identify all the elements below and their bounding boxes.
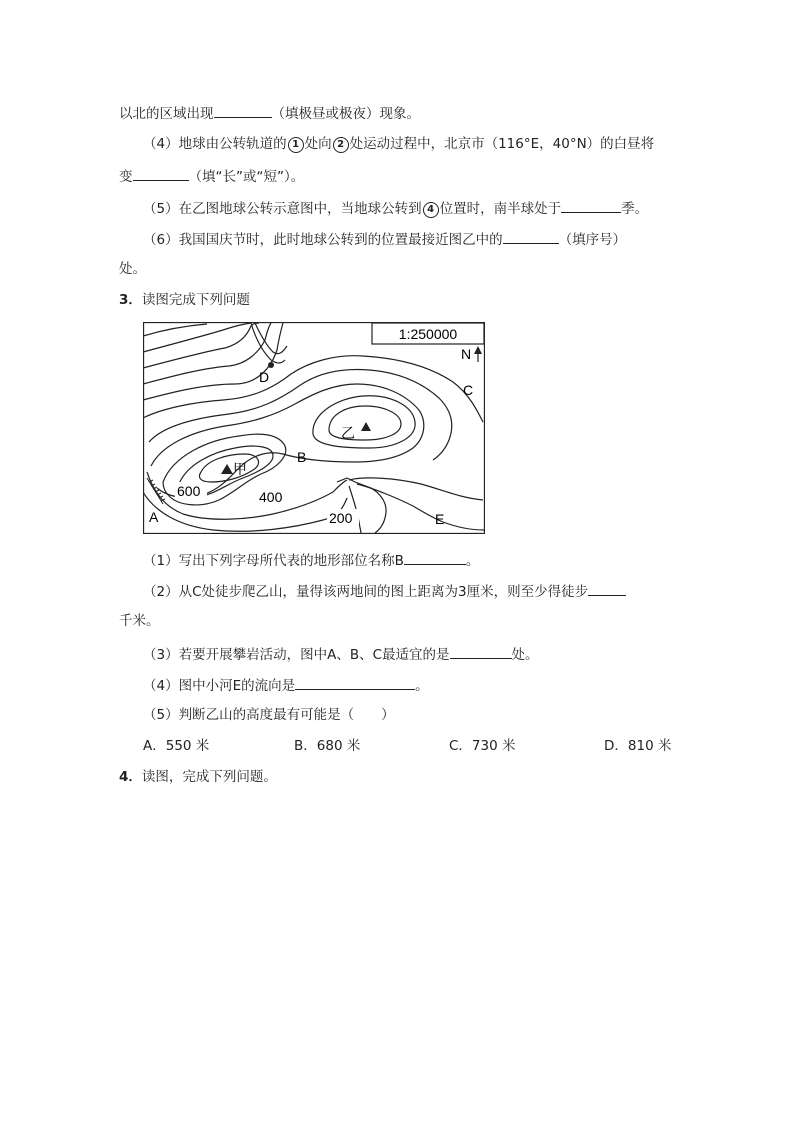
label-b: B [297, 449, 307, 465]
answer-blank[interactable] [214, 103, 272, 118]
option-d[interactable]: D．810 米 [604, 738, 672, 754]
question-title: 读图，完成下列问题。 [141, 769, 277, 785]
q3-item4-end: 。 [415, 678, 429, 694]
q2-line1-hint: （填极昼或极夜）现象。 [271, 106, 420, 122]
map-scale: 1:250000 [398, 326, 458, 342]
q3-item3-text: （3）若要开展攀岩活动，图中A、B、C最适宜的是 [143, 647, 450, 663]
contour-label-400: 400 [259, 489, 283, 505]
q2-item5-text-a: （5）在乙图地球公转示意图中，当地球公转到 [143, 201, 422, 217]
circled-number-1: 1 [288, 137, 304, 153]
label-e: E [435, 511, 445, 527]
answer-blank[interactable] [450, 644, 512, 659]
option-b[interactable]: B．680 米 [294, 738, 361, 754]
q2-item4-cont [119, 166, 304, 186]
q2-item4-text-b: 处向 [304, 136, 332, 152]
point-d-marker [268, 362, 274, 368]
q3-item5 [143, 706, 395, 724]
option-a[interactable]: A．550 米 [143, 738, 210, 754]
q2-item6-text-a: （6）我国国庆节时，此时地球公转到的位置最接近图乙中的 [143, 232, 503, 248]
answer-blank[interactable] [404, 550, 466, 565]
q3-item2 [143, 581, 626, 601]
q2-item6-cont [119, 260, 146, 278]
q3-heading [119, 291, 250, 309]
summit-label-yi: 乙 [341, 426, 355, 442]
q2-item4 [143, 135, 654, 153]
q3-item1 [143, 550, 479, 570]
q3-item2-text: （2）从C处徒步爬乙山，量得该两地间的图上距离为3厘米，则至少得徒步 [143, 584, 589, 600]
q2-item5-text-d: 季。 [621, 201, 649, 217]
q2-item6-text-c: 处。 [119, 261, 146, 277]
q2-item5 [143, 198, 648, 218]
q3-item1-text: （1）写出下列字母所代表的地形部位名称B [143, 553, 404, 569]
q3-item3-end: 处。 [511, 647, 539, 663]
contour-label-600: 600 [177, 483, 201, 499]
q3-item1-end: 。 [465, 553, 480, 569]
q3-item3 [143, 644, 539, 664]
label-c: C [463, 382, 474, 398]
question-number: 3． [119, 292, 142, 308]
q3-item2-unit: 千米。 [119, 613, 160, 629]
question-title: 读图完成下列问题 [141, 292, 250, 308]
q2-item6 [143, 229, 626, 249]
label-d: D [259, 369, 270, 385]
answer-blank[interactable] [503, 229, 559, 244]
q2-item4-text-a: （4）地球由公转轨道的 [143, 136, 287, 152]
q3-item2-cont [119, 612, 160, 630]
contour-label-200: 200 [329, 510, 353, 526]
circled-number-4: 4 [423, 202, 439, 218]
option-c[interactable]: C．730 米 [449, 738, 516, 754]
q2-line1-text: 以北的区域出现 [119, 106, 214, 122]
north-label: N [460, 346, 472, 362]
q2-item5-text-b: 位置时，南半球处于 [439, 201, 562, 217]
q2-line1 [119, 103, 420, 123]
answer-blank[interactable] [561, 198, 621, 213]
contour-map [143, 322, 485, 534]
q2-item4-hint: （填“长”或“短”）。 [188, 169, 305, 185]
q3-item4 [143, 675, 429, 695]
question-number: 4． [119, 769, 142, 785]
q2-item4-text-d: 变 [119, 169, 133, 185]
q4-heading [119, 768, 277, 786]
q3-item5-text: （5）判断乙山的高度最有可能是（ ） [143, 707, 395, 723]
q2-item4-text-c: 处运动过程中，北京市（116°E，40°N）的白昼将 [349, 136, 655, 152]
answer-blank[interactable] [133, 166, 189, 181]
answer-blank[interactable] [295, 675, 415, 690]
q3-item4-text: （4）图中小河E的流向是 [143, 678, 296, 694]
answer-blank[interactable] [588, 581, 626, 596]
q2-item6-text-b: （填序号） [558, 232, 627, 248]
label-a: A [149, 509, 159, 525]
circled-number-2: 2 [333, 137, 349, 153]
summit-label-jia: 甲 [233, 462, 247, 478]
